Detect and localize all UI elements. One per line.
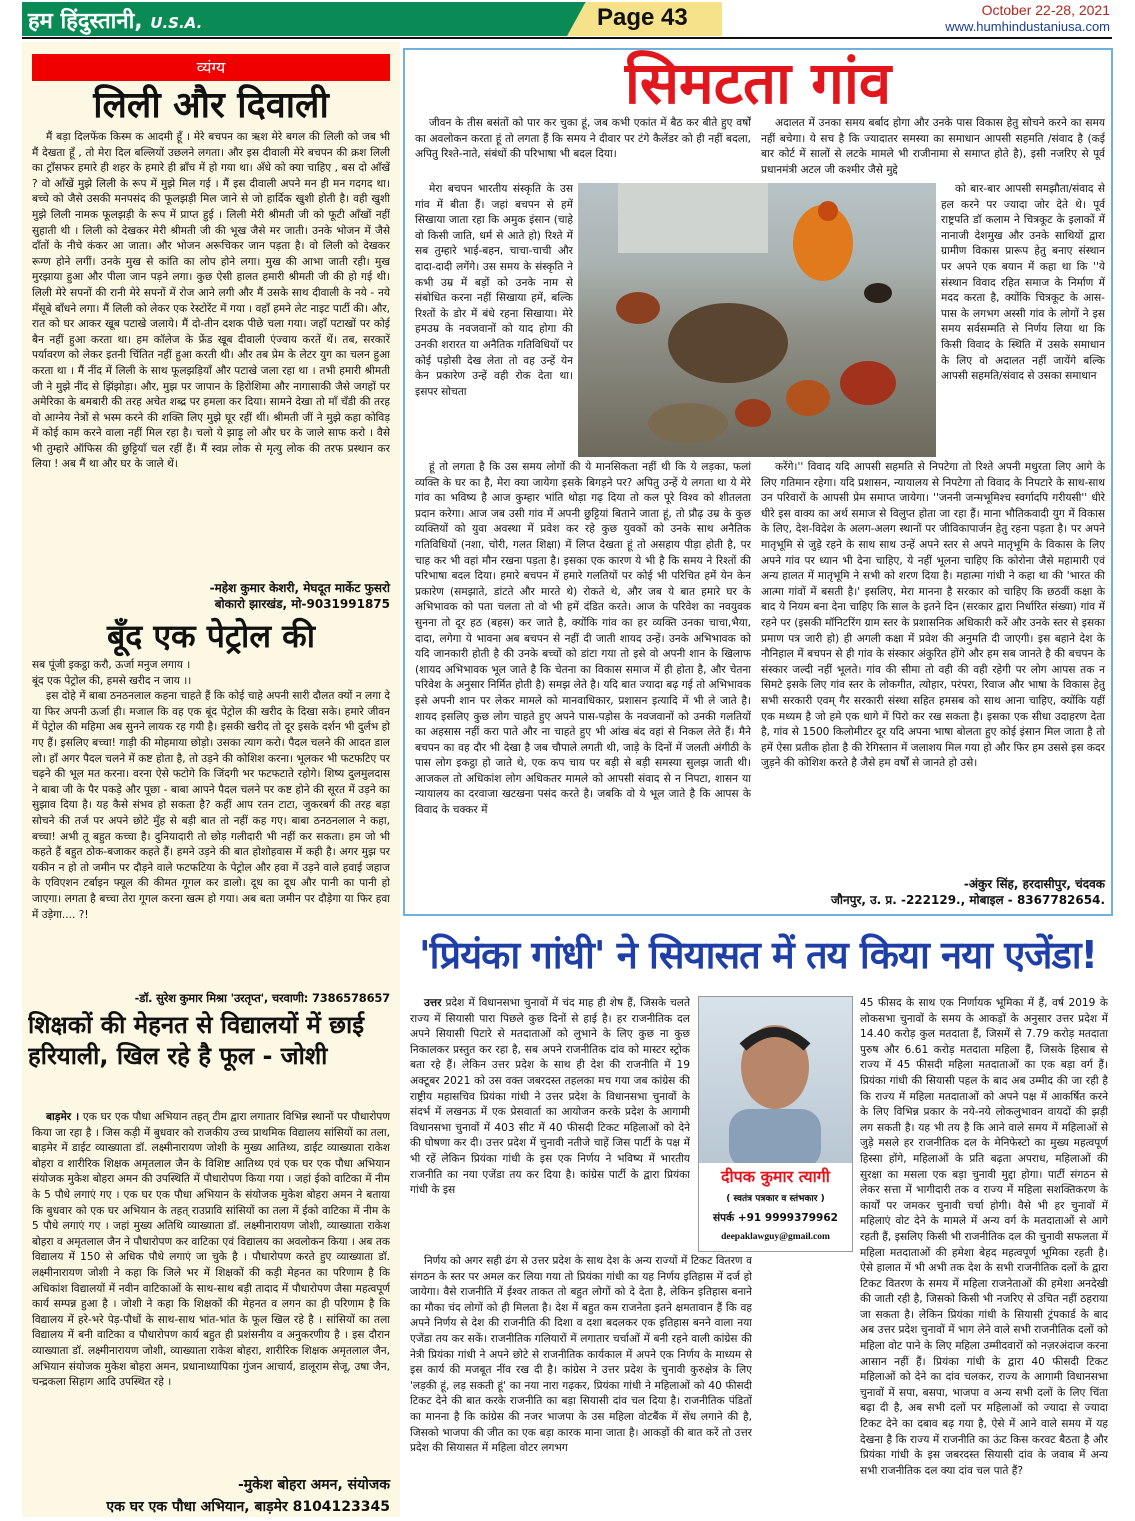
article-title-village: सिमटता गांव (624, 49, 892, 117)
byline: -डॉ. सुरेश कुमार मिश्रा 'उरतृप्त', चरवाणी: 7386578657 (134, 991, 390, 1005)
article-title-priyanka: 'प्रियंका गांधी' ने सियासत में तय किया नया एजेंडा! (419, 933, 1097, 977)
article-body-schools (32, 1110, 390, 1468)
village-col1-side (415, 182, 573, 455)
lead-word: उत्तर (424, 997, 442, 1009)
byline (32, 1474, 390, 1518)
author-role: ( स्वतंत्र पत्रकार व स्तंभकार ) (726, 1194, 825, 1204)
masthead-rule (22, 37, 1112, 39)
paragraph: मैं बड़ा दिलफेंक किस्म क आदमी हूँ । मेरे बचपन का ऋश मेरे बगल की लिली को जब भी मैं देखता हूँ , तो मेरा दिल बल्लियों उछलने लगता। और इस दीवाली मेरे बचपन की क्रश लिली का ट्राँसफर हमारे ही शहर के हमारे ही ब्राँच में हो गया था। अँधे को क्या चाहिए , बस दो आँखें ? वो आँखें मुझे लिली के रूप में मुझे मिल गई । मैं इस दीवाली अपने मन ही मन गदगद था। बच्चे को जैसे उसकी मनपसंद की फूलझड़ी मिल जाने से जो हार्दिक खुशी होती है। वही खुशी मुझे लिली नामक फूलझड़ी के रूप में प्राप्त हुई । लिली मेरी श्रीमती जी को फूटी आँखों नहीं सुहाती थी । लिली को देखकर मेरी श्रीमती जी की भूख जैसे मर जाती। उनके भोजन में जैसे दाँतों के नीचे कंकर आ जाता। और भोजन अरूचिकर जान पड़ता है। वो लिली को देखकर रूग्ण होने लगीं। उनके मुख से कांति का लोप होने लगा। मुख की आभा जाती रही। मुख मुरझाया हुआ और पीला जान पड़ने लगा। कुछ ऐसी हालत हमारी श्रीमती जी की हो गई थी। लिली मेरे सपनों की रानी मेरे सपनों में रोज आने लगी और मैं उसके साथ दीवाली के नये - नये मँसूबे बाँधने लगा। मैं लिली को लेकर एक रेस्टोरेंट में गया । वहाँ हमने लेट नाइट पार्टी की। और, रात को घर आकर खूब पटाखे जलाये। मैं दो-तीन दशक पीछे चला गया। जहाँ पटाखों पर कोई बैन नहीं हुआ करता था। हम कॉलेज के फ्रेंड खूब दीवाली एंज्वाय करतें थें। तब, सरकारें पर्यावरण को लेकर इतनी चिंतित नहीं हुआ करती थी। और तब प्रेम के लेटर युग का चलन हुआ करता था । मैं नींद में लिली के साथ फूलझड़ियाँ और पटाखे जला रहा था । तभी हमारी श्रीमती जी ने मुझे नींद से झिंझोड़ा। और, मुझ पर जापान के हिरोशिमा और नागासाकी जैसे जगहों पर अमेरिका के बमबारी की तरह अचेत शब्द्र पर हमला कर दिया। सामने देखा तो माँ चँडी की तरह वो आग्नेय नेत्रों से भस्म करने की शक्ति लिए मुझे घूर रहीं थीं। श्रीमती जीं ने मुझे कहा कोविड़ में कोई काम करने वाला नहीं मिल रहा है। चलो ये झाड़ू लो और घर के जाले साफ करो । वैसे भी तुम्हारे ऑफिस की छुट्टियाँ चल रहीं हैं। मैं स्वप्न लोक से मृत्यु लोक की तरफ प्रस्थान कर लिया ! अब मैं था और घर के जाले थें। (32, 131, 390, 471)
priyanka-col1-rest (410, 1254, 752, 1514)
village-col2-side (941, 182, 1105, 455)
article-box-village (403, 48, 1113, 916)
paragraph: एक घर एक पौधा अभियान तहत् टीम द्वारा लगातार विभिन्न स्थानों पर पौधारोपण किया जा रहा है । जिस कड़ी में बुधवार को राजकीय उच्च प्राथमिक विद्यालय सांसियों का तला, बाड़मेर में डाईट व्याख्याता डॉ. लक्ष्मीनारायण जोशी के मुख्य आतिथ्य, डाईट व्याख्याता राकेश बोहरा व शारीरिक शिक्षक अमृतलाल जैन के विशिष्ट आतिथ्य एवं एक घर एक पौधा अभियान संयोजक मुकेश बोहरा अमन की उपस्थिति में पौधारोपण किया गया । जहां ईको वाटिका में नीम के 5 पौधे लगाएं गए । एक घर एक पौधा अभियान के संयोजक मुकेश बोहरा अमन ने बताया कि बुधवार को एक घर अभियान के तहत् राउप्रावि सांसियों का तला में ईको वाटिका में नीम के 5 पौधे लगाएं गए । जहां मुख्य अतिथि व्याख्याता डॉ. लक्ष्मीनारायण जोशी, व्याख्याता राकेश बोहरा व अमृतलाल जैन ने पौधारोपण कर वाटिका एवं विद्यालय का अवलोकन किया । अब तक विद्यालय में 150 से अधिक पौधे लगाएं जा चुके है । पौधारोपण करते हुए व्याख्याता डॉ. लक्ष्मीनारायण जोशी ने कहा कि जिले भर में शिक्षकों की कड़ी मेहनत का परिणाम है कि अधिकांश विद्यालयों में नवीन वाटिकाओं के साथ-साथ बड़ी तादाद में पौधारोपण जैसा महत्वपूर्ण कार्य सम्पन्न हुआ है । जोशी ने कहा कि शिक्षकों की मेहनत व लगन का ही परिणाम है कि विद्यालय में हरे-भरे पेड़-पौधों के साथ-साथ भांत-भांत के फूल खिल रहे है । सांसियों का तला विद्यालय में बनी वाटिका व पौधारोपण कार्य बहुत ही प्रशंसनीय व अनुकरणीय है । इस दौरान व्याख्याता डॉ. लक्ष्मीनारायण जोशी, व्याख्याता राकेश बोहरा, शारीरिक शिक्षक अमृतलाल जैन, अभियान संयोजक मुकेश बोहरा अमन, प्रधानाध्यापिका गुंजन आचार्य, डालूराम सेजू, उषा जैन, चन्द्रकला सिहाग आदि उपस्थित रहे । (32, 1111, 390, 1389)
article-title-priyanka-wrap (403, 922, 1113, 988)
paragraph: हूं तो लगता है कि उस समय लोगों की ये मानसिकता नहीं थी कि ये लड़का, फलां व्यक्ति के घर का है, मेरा क्या जायेगा इसके बिगड़ने पर? अपितु उन्हें ये लगता था ये मेरे गांव का भविष्य है आज कुम्हार भांति थोड़ा गढ़ दिया तो कल पूरे विश्व को शीतलता प्रदान करेगा। आज जब उसी गांव में अपनी छुट्टियां बिताने जाता हूं, तो प्रौढ़ उम्र के कुछ व्यक्तियों को युवा अवस्था में प्रवेश कर रहे कुछ युवकों को उनके साथ अनैतिक गतिविधियों (नशा, चोरी, गलत शिक्षा) में लिप्त देखता हूं तो असहाय पीड़ा होती है, पर चाह कर भी वहां मौन रखना पड़ता है। इसका एक कारण ये भी है कि समय ने रिश्तों की परिभाषा बदल दिया। हमारे बचपन में हमारे गलतियों पर कोई भी परिचित हमें येन केन प्रकारेण (समझाते, डांटते और मारते थे) रोकते थे, और जब ये बात हमारे घर के अभिभावक को पता चलता तो वो भी हमें दंडित करते। आज के परिवेश का नवयुवक सुनना तो दूर हठ (बहस) कर जाते है, क्योंकि गांव का हर व्यक्ति उनका चाचा,भैया, दादा, लगेगा ये भावना अब बचपन से नहीं दी जाती शायद उन्हें। उनके अभिभावक को यदि जानकारी होती है की उनके बच्चों को डांटा गया तो इसे वो अपनी शान के खिलाफ (शायद अभिभावक भूल जाते है कि चेतना का विकास समाज में ही होता है, और चेतना परिवेश के अनुसार निर्मित होती है) समझ लेते है। यदि बात ज्यादा बढ़ गई तो अभिभावक इसे अपनी शान पर लेकर मामले को मानवाधिकार, प्रशासन इत्यादि में भी ले जाते है। शायद इसलिए कुछ लोग चाहते हुए अपने पास-पड़ोस के नवजवानों को उनकी गलतियों का अहसास नहीं करा पाते और ना चाहते हुए भी आंख बंद वहां से निकल लेते हैं। मैने बचपन का वह दौर भी देखा है जब चौपाले लगती थी, जाड़े के दिनों में जलती अंगीठी के पास लोग इकट्ठा हो जाते थे, एक कप चाय पर बड़ी से बड़ी समस्या सुलझ जाती थी। आजकल तो अधिकांश लोग अधिकतर मामले को आपसी संवाद से न निपटा, शासन या न्यायालय का दरवाजा खटखना पसंद करते है। जबकि वो ये भूल जाते है कि आपस के विवाद के चक्कर में (415, 461, 751, 817)
dateline: बाड़मेर । (46, 1111, 80, 1123)
newspaper-name: हम हिंदुस्तानी, U.S.A. (28, 9, 203, 34)
page-number: Page 43 (597, 4, 688, 31)
priyanka-col1-side (410, 996, 690, 1246)
village-col2-rest (761, 460, 1105, 865)
byline-author: -मुकेश बोहरा अमन, संयोजक (238, 1477, 390, 1493)
section-tag-satire: व्यंग्य (32, 54, 390, 81)
article-title-petrol: बूँद एक पेट्रोल की (106, 617, 316, 655)
priyanka-col2 (860, 996, 1108, 1514)
village-col2-top (761, 116, 1105, 178)
paragraph: प्रदेश में विधानसभा चुनावों में चंद माह ही शेष हैं, जिसके चलते राज्य में सियासी पारा पिछले कुछ दिनों से हाई है। हर राजनीतिक दल अपने सियासी पिटारे से मतदाताओं को लुभाने के लिए कुछ ना कुछ निकालकर प्रस्तुत कर रहा है, सब अपने राजनीतिक दांव को मास्टर स्ट्रोक बता रहे हैं। लेकिन उत्तर प्रदेश के साथ ही देश की राजनीति में 19 अक्टूबर 2021 को उस वक्त जबरदस्त तहलका मच गया जब कांग्रेस की राष्ट्रीय महासचिव प्रियंका गांधी ने उत्तर प्रदेश के विधानसभा चुनावों के संदर्भ में लखनऊ में एक प्रेसवार्ता का आयोजन करके प्रदेश के आगामी विधानसभा चुनावों में 403 सीट में 40 फीसदी टिकट महिलाओं को देने की घोषणा कर दी। उत्तर प्रदेश में चुनावी नतीजे चाहें जिस पार्टी के पक्ष में भी रहें लेकिन प्रियंका गांधी के इस एक निर्णय ने भविष्य में भारतीय राजनीति का नया एजेंडा तय कर दिया है। कांग्रेस पार्टी के द्वारा प्रियंका गांधी के इस (410, 997, 690, 1197)
paragraph: अदालत में उनका समय बर्बाद होगा और उनके पास विकास हेतु सोचने करने का समय नहीं बचेगा। ये सच है कि ज्यादातर समस्या का समाधान आपसी सहमति /संवाद है (कई बार कोर्ट में सालों से लटके मामले भी राजीनामा से समाप्त होते है), इसी नजरिए से पूर्व प्रधानमंत्री अटल जी कश्मीर जैसे मुद्दे (761, 117, 1105, 176)
article-body-lily (32, 130, 390, 578)
author-box (698, 996, 853, 1252)
paragraph: करेंगे।'' विवाद यदि आपसी सहमति से निपटेगा तो रिश्ते अपनी मधुरता लिए आगे के लिए गतिमान रहेगा। यदि प्रशासन, न्यायालय से निपटेगा तो विवाद के निपटारे के साथ-साथ उन परिवारों के आपसी प्रेम समाप्त जायेगा। ''जननी जन्मभूमिश्च स्वर्गादपि गरीयसी'' धीरे धीरे इस वाक्य का अर्थ समाज से विलुप्त होता जा रहा हैं। माना भौतिकवादी युग में विकास के लिए, देश-विदेश के अलग-अलग स्थानों पर जीविकापार्जन हेतु रहना पड़ता है। पर अपने मातृभूमि से जुड़े रहने के साथ साथ उन्हें अपने स्तर से अपने मातृभूमि के विकास के लिए अपने गांव पर ध्यान भी देना चाहिए, ये नहीं भूलना चाहिए कि कोरोना जैसे महामारी एवं अन्य हालत में मातृभूमि ने सभी को शरण दिया है। महात्मा गांधी ने कहा था की 'भारत की आत्मा गांवों में बसती है।' इसलिए, मेरा मानना है सरकार को चाहिए कि छठवीं कक्षा के बाद ये नियम बना देना चाहिए कि साल के इतने दिन (सरकार द्वारा निर्धारित संख्या) गांव में रहने पर (इसकी मॉनिटरिंग ग्राम स्तर के प्रशासनिक अधिकारी करें और उनके स्तर से इसका प्रमाण पत्र जारी हो) ही अगली कक्षा में प्रवेश की अनुमति दी जाएगी। इस बहाने देश के नौनिहाल में बचपन से ही गांव के संस्कार अंकुरित होंगे और हम सब जानते है की बचपन के संस्कार जल्दी नहीं भूलते। गांव की सीमा तो वही की वही रहेगी पर लोग आपस तक न सिमटे इसके लिए गांव स्तर के लोकगीत, त्योहार, परंपरा, रिवाज और भाषा के विकास हेतु सभी सरकारी एवम् गैर सरकारी संस्था सहित हमसब को साथ आना चाहिए, क्योंकि यहीं एक मध्यम है जो हमे एक धागे में पिरो कर रख सकता है। इसका एक सीधा उदाहरण देता है, गांव से 1500 किलोमीटर दूर यदि अपना भाषा बोलता हुए कोई इंसान मिल जाता है तो हमें ऐसा प्रतीक होता है की रेगिस्तान में जलाशय मिल गया हो और फिर हम उससे इस कदर जुड़ने की कोशिश करते है जैसे हम वर्षों से जानते हो उसे। (761, 461, 1105, 770)
village-col1-top (415, 116, 751, 178)
byline-contact: जौनपुर, उ. प्र. -222129., मोबाइल - 8367782654. (830, 893, 1105, 907)
author-portrait (699, 997, 852, 1163)
verse-line: बूंद एक पेट्रोल की, हमसे खरीद न जाय ।। (32, 674, 192, 687)
paragraph: 45 फीसद के साथ एक निर्णायक भूमिका में हैं, वर्ष 2019 के लोकसभा चुनावों के समय के आकड़ों के अनुसार उत्तर प्रदेश में 14.40 करोड़ कुल मतदाता हैं, जिसमें से 7.79 करोड़ मतदाता पुरुष और 6.61 करोड़ मतदाता महिला हैं, जिसके हिसाब से राज्य में 45 फीसदी महिला मतदाताओं का एक बड़ा वर्ग हैं। प्रियंका गांधी की सियासी पहल के बाद अब उम्मीद की जा रही है कि राज्य में महिला मतदाताओं को अपने पक्ष में आकर्षित करने के लिए विभिन्न प्रकार के नये-नये लोकलुभावन वायदों की झड़ी लग सकती है। यह भी तय है कि आने वाले समय में महिलाओं से जुड़े मसले हर राजनीतिक दल के मेनिफेस्टो का मुख्य महत्वपूर्ण हिस्सा होंगे, महिलाओं के प्रति बढ़ता अपराध, महिलाओं की सुरक्षा का मसला एक बड़ा चुनावी मुद्दा होगा। पार्टी संगठन से लेकर सत्ता में भागीदारी तक व राज्य में महिला सशक्तिकरण के कार्यों पर जमकर चुनावी चर्चा होगी। वैसे भी हर चुनावों में महिलाएं वोट देने के मामले में अन्य वर्ग के मतदाताओं से आगे रहती हैं, इसलिए किसी भी राजनीतिक दल की चुनावी सफलता में महिला मतदाताओं की हमेशा बेहद महत्वपूर्ण भूमिका रहती है। ऐसे हालात में भी अभी तक देश के सभी राजनीतिक दलों के द्वारा टिकट वितरण के समय में महिला राजनेताओं की हमेशा अनदेखी की जाती रही है, जिसको किसी भी नजरिए से उचित नहीं ठहराया जा सकता है। लेकिन प्रियंका गांधी के सियासी ट्रंपकार्ड के बाद अब उत्तर प्रदेश चुनावों में भाग लेने वाले सभी राजनीतिक दलों को महिला वोट पाने के लिए महिला उम्मीदवारों को नज़रअंदाज करना आसान नहीं हैं। प्रियंका गांधी के द्वारा 40 फीसदी टिकट महिलाओं को देने का दांव चलकर, राज्य के आगामी विधानसभा चुनावों में सपा, बसपा, भाजपा व अन्य सभी दलों के लिए चिंता बढ़ा दी है, अब सभी दलों पर महिलाओं को ज्यादा से ज्यादा टिकट देने का दबाव बढ़ गया है, ऐसे में आने वाले समय में यह देखना है कि राज्य में राजनीति का ऊंट किस करवट बैठता है और प्रियंका गांधी के इस जबरदस्त सियासी दांव के जवाब में अन्य सभी राजनीतिक दल क्या दांव चल पाते हैं? (860, 997, 1108, 1477)
masthead (22, 2, 1112, 36)
article-priyanka (410, 996, 1110, 1516)
website-link[interactable]: www.humhindustaniusa.com (945, 19, 1110, 34)
paragraph: मेरा बचपन भारतीय संस्कृति के उस गांव में बीता हैं। जहां बचपन से हमें सिखाया जाता रहा कि अमुक इंसान (चाहे वो किसी जाति, धर्म से आते हो) रिश्ते में सब तुम्हारे भाई-बहन, चाचा-चाची और दादा-दादी लगेंगे। उस समय के संस्कृति ने कभी उम्र में बड़ों को उनके नाम से संबोधित करना नहीं सिखाया हमें, बल्कि रिश्तों के डोर में बंधे रहना सिखाया। मेरे हमउम्र के नवजवानों को याद होगा की उनकी शरारत या अनैतिक गतिविधियों पर कोई पड़ोसी देख लेता तो वह उन्हें येन केन प्रकारेण उन्हें वही रोक देता था। इसपर सोचता (415, 183, 573, 398)
article-title-schools: शिक्षकों की मेहनत से विद्यालयों में छाई हरियाली, खिल रहे है फूल - जोशी (28, 1011, 364, 1070)
village-scene-illustration (578, 183, 936, 457)
article-body-petrol (32, 658, 390, 986)
byline-contact: एक घर एक पौधा अभियान, बाड़मेर 8104123345 (106, 1499, 390, 1515)
village-col1-rest (415, 460, 751, 896)
issue-date: October 22-28, 2021 (981, 2, 1110, 18)
byline (32, 580, 390, 612)
byline (761, 876, 1105, 908)
paragraph: निर्णय को अगर सही ढंग से उत्तर प्रदेश के साथ देश के अन्य राज्यों में टिकट वितरण व संगठन के स्तर पर अमल कर लिया गया तो प्रियंका गांधी का यह निर्णय इतिहास में दर्ज हो जायेगा। वैसे राजनीति में ईश्वर ताकत तो बहुत लोगों को दे देता है, लेकिन इतिहास बनाने का मौका चंद लोगों को ही मिलता है। देश में बहुत कम राजनेता इतने क्षमतावान हैं कि वह अपने निर्णय से देश की राजनीति की दिशा व दशा बदलकर एक इतिहास बनने वाला नया एजेंडा तय कर सकें। राजनीतिक गलियारों में लगातार चर्चाओं में बनी रहने वाली कांग्रेस की नेत्री प्रियंका गांधी ने अपने छोटे से राजनीतिक कार्यकाल में अपने एक निर्णय के माध्यम से इस कार्य की मजबूत नींव रख दी है। कांग्रेस ने उत्तर प्रदेश के चुनावी कुरुक्षेत्र के लिए 'लड़की हूं, लड़ सकती हूं' का नया नारा गढ़कर, प्रियंका गांधी ने महिलाओं को 40 फीसदी टिकट देने की बात करके राजनीति का बड़ा सियासी दांव चल दिया है। राजनीतिक पंडितों का मानना है कि कांग्रेस की नजर भाजपा के उस महिला वोटबैंक में सेंध लगाने की है, जिसको भाजपा की जीत का एक बड़ा कारक माना जाता है। आकड़ों की बात करें तो उत्तर प्रदेश की सियासत में महिला वोटर लगभग (410, 1255, 752, 1455)
left-column (22, 42, 400, 1517)
author-phone: संपर्क +91 9999379962 (713, 1212, 838, 1224)
author-email[interactable]: deepaklawguy@gmail.com (721, 1232, 830, 1242)
author-name: दीपक कुमार त्यागी (721, 1167, 830, 1186)
village-photo-hens (578, 183, 936, 457)
paragraph: इस दोहे में बाबा ठनठनलाल कहना चाहते हैं कि कोई चाहे अपनी सारी दौलत क्यों न लगा दे या फिर अपनी ऊर्जा ही। मजाल कि वह एक बूंद पेट्रोल की खरीद के दिखा सके। हमारे जीवन में पेट्रोल की महिमा अब सुनने लायक रह गयी है। इसकी खरीद तो दूर इसके दर्शन भी दुर्लभ हो गए हैं। इसलिए बच्चा! गाड़ी की मोहमाया छोड़ो। उसका त्याग करो। पैदल चलने की आदत डाल लो। हाँ अगर पैदल चलने में कष्ट होता है, तो उड़ने की कोशिश करना। भूलकर भी फटफटिए पर चढ़ने की भूल मत करना। वरना ऐसे फटोगे कि जिंदगी भर फटफटाते रहोगे। शिष्य दुलमुलदास ने बाबा जी के पैर पकड़े और पूछा - बाबा आपने पैदल चलने पर कष्ट होने की सूरत में उड़ने का सुझाव दिया है। यह कैसे संभव हो सकता है? कहीं आप रतन टाटा, जुकरबर्ग की तरह बड़ा सोचने की तर्ज पर अपने छोटे मुँह से बड़ी बात तो नहीं कह गए। बाबा ठनठनलाल ने कहा, बच्चा! अभी तू बहुत कच्चा है। दुनियादारी तो छोड़ गलीदारी भी नहीं कर सकता। हम जो भी कहते हैं बहुत ठोक-बजाकर कहते हैं। हमने उड़ने की बात होशोहवास में कही है। अगर मुझ पर यकीन न हो तो जमीन पर दौड़ने वाले फटफटिया के पेट्रोल और हवा में उड़ने वाले हवाई जहाज के एविएशन टर्बाइन फ्यूल की कीमत गूगल कर डालो। दूध का दूध और पानी का पानी हो जाएगा। लगता है बच्चा तेरा गूगल करना खत्म हो गया। अब बता जमीन पर दौड़ेगा या फिर हवा में उड़ेगा.... ?! (32, 690, 390, 921)
paragraph: जीवन के तीस बसंतों को पार कर चुका हूं, जब कभी एकांत में बैठ कर बीते हुए वर्षों का अवलोकन करता हूं तो लगता हैं कि समय ने दीवार पर टंगे कैलेंडर को ही नहीं बदला, अपितु रिश्ते-नाते, संबंधों की परिभाषा भी बदल दिया। (415, 117, 751, 161)
byline-author: -महेश कुमार केशरी, मेघदूत मार्केट फुसरो (209, 581, 390, 595)
byline-contact: बोकारो झारखंड, मो-9031991875 (214, 597, 390, 611)
verse-line: सब पूंजी इकट्ठा करौ, ऊर्जा मनुज लगाय । (32, 659, 191, 671)
byline-author: -अंकुर सिंह, हरदासीपुर, चंदवक (963, 877, 1105, 891)
author-photo (699, 997, 852, 1163)
paragraph: को बार-बार आपसी समझौता/संवाद से हल करने पर ज्यादा जोर देते थे। पूर्व राष्ट्रपति डॉ कलाम ने चित्रकूट के इलाकों में नानाजी देशमुख और उनके साथियों द्वारा ग्रामीण विकास प्रारूप हेतु बनाए संस्थान पर अपने एक बयान में कहा था कि ''ये संस्थान विवाद रहित समाज के निर्माण में मदद करता है, क्योंकि चित्रकूट के आस-पास के लगभग अस्सी गांव के लोगों ने इस समय सर्वसम्मति से निर्णय लिया था कि किसी विवाद के स्थिति में उसके समाधान के लिए वो अदालत नहीं जायेंगे बल्कि आपसी सहमति/संवाद से उसका समाधान (941, 183, 1105, 383)
article-title-lily: लिली और दिवाली (93, 85, 329, 126)
